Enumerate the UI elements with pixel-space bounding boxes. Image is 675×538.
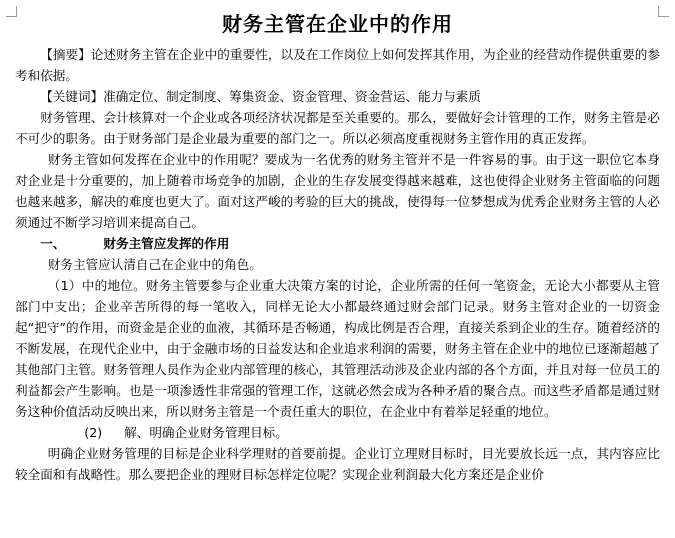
document-title: 财务主管在企业中的作用 xyxy=(222,12,453,36)
abstract-paragraph: 【摘要】论述财务主管在企业中的重要性，以及在工作岗位上如何发挥其作用，为企业的经营动作提供重要的参考和依据。 xyxy=(15,47,660,83)
intro-paragraph-1: 财务管理、会计核算对一个企业或各项经济状况都是至关重要的。那么，要做好会计管理的工作，财务主管是必不可少的职务。由于财务部门是企业最为重要的部门之一。所以必须高度重视财务主管作用的真正发挥。 xyxy=(15,110,660,146)
item-2-body-paragraph: 明确企业财务管理的目标是企业科学理财的首要前提。企业订立理财目标时，目光要放长远一点，其内容应比较全面和有战略性。那么要把企业的理财目标怎样定位呢？实现企业利润最大化方案还是企业价 xyxy=(15,446,660,482)
keywords-paragraph: 【关键词】准确定位、制定制度、筹集资金、资金管理、资金营运、能力与素质 xyxy=(40,89,481,104)
document-body xyxy=(15,8,660,485)
item-1-paragraph: （1）中的地位。财务主管要参与企业重大决策方案的讨论，企业所需的任何一笔资金，无论大小都要从主管部门中支出；企业辛苦所得的每一笔收入，同样无论大小都最终通过财会部门记录。财务主管对企业的一切资金起“把守”的作用，而资金是企业的血液，其循环是否畅通，构成比例是否合理，直接关系到企业的生存。随着经济的不断发展，在现代企业中，由于金融市场的日益发达和企业追求利润的需要，财务主管在企业中的地位已逐渐超越了其他部门主管。财务管理人员作为企业内部管理的核心，其管理活动涉及企业内部的各个方面，并且对每一位员工的利益都会产生影响。也是一项渗透性非常强的管理工作，这就必然会成为各种矛盾的聚合点。而这些矛盾都是通过财务这种价值活动反映出来，所以财务主管是一个责任重大的职位，在企业中有着举足轻重的地位。 xyxy=(15,278,660,419)
section-heading-title: 财务主管应发挥的作用 xyxy=(103,236,230,251)
item-2-heading xyxy=(15,422,660,443)
section-heading-number: 一、 xyxy=(40,236,66,251)
item-2-title: 解、明确企业财务管理目标。 xyxy=(124,425,288,440)
item-2-number: (2) xyxy=(84,425,103,440)
section-heading-1 xyxy=(15,233,660,254)
intro-paragraph-2: 财务主管如何发挥在企业中的作用呢？要成为一名优秀的财务主管并不是一件容易的事。由于这一职位它本身对企业是十分重要的，加上随着市场竞争的加剧，企业的生存发展变得越来越难，这也使得企业财务主管面临的问题也越来越多，解决的难度也更大了。面对这严峻的考验的巨大的挑战，使得每一位梦想成为优秀企业财务主管的人必须通过不断学习培训来提高自己。 xyxy=(15,152,660,230)
section-lead-paragraph: 财务主管应认清自己在企业中的角色。 xyxy=(47,257,262,272)
